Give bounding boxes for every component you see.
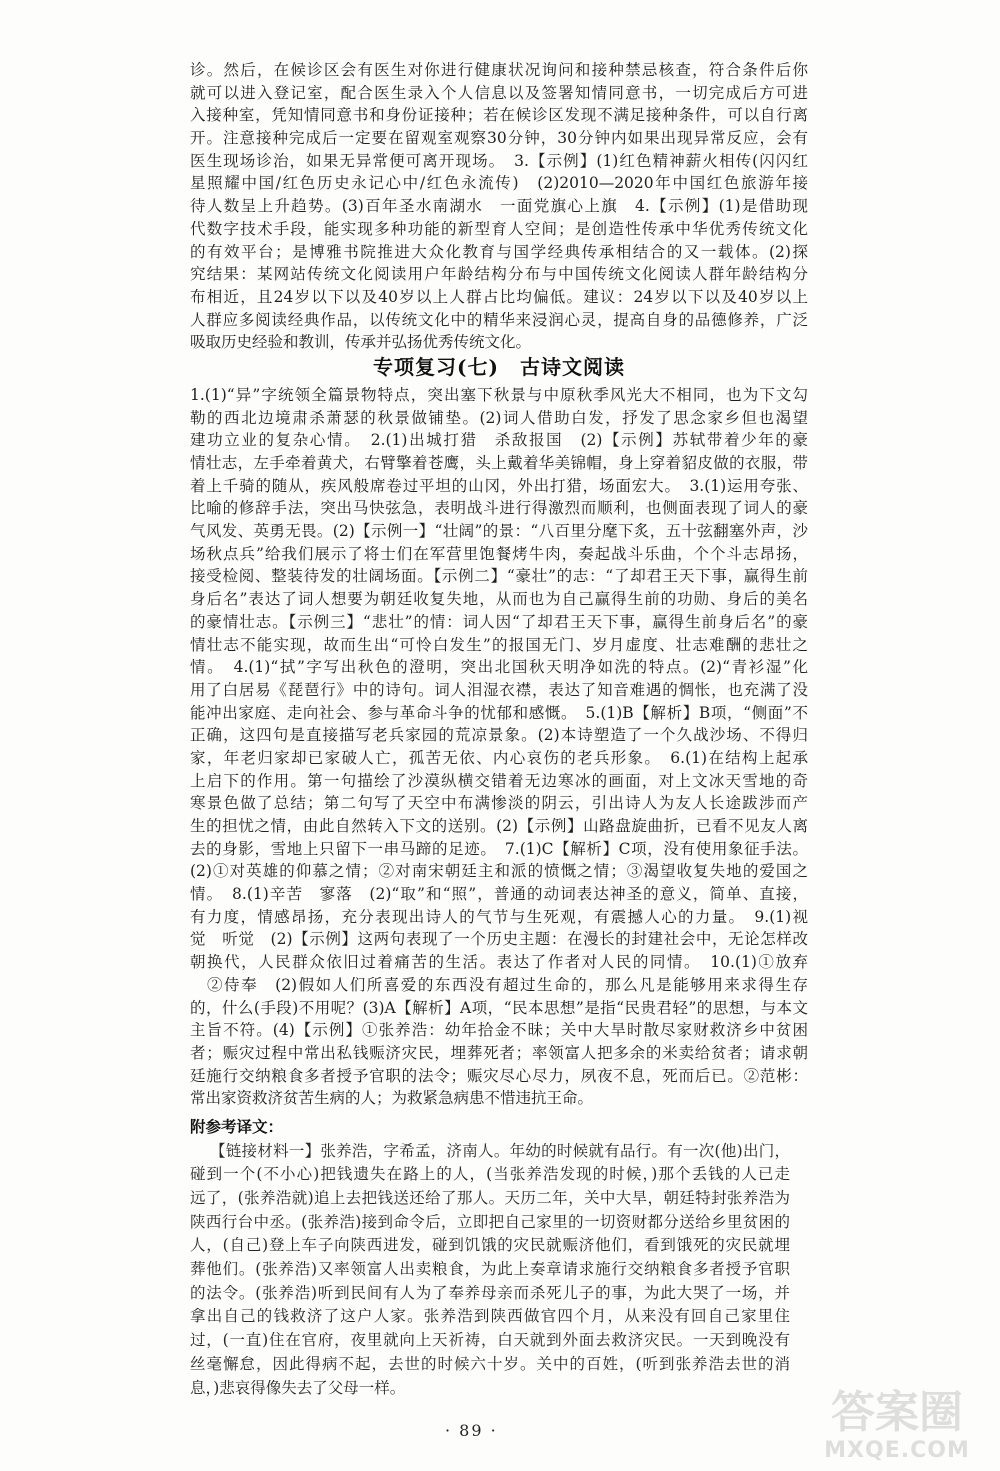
text-line: 情。 4.(1)“拭”字写出秋色的澄明，突出北国秋天明净如洗的特点。(2)“青衫湿”化: [190, 658, 808, 677]
text-line: 过，(一直)住在官府，夜里就向上天祈祷，白天就到外面去救济灾民。一天到晚没有: [190, 1331, 790, 1350]
text-line: 入接种室，凭知情同意书和身份证接种；若在候诊区发现不满足接种条件，可以自行离: [190, 106, 808, 125]
text-line: 寒景色做了总结；第二句写了天空中布满惨淡的阴云，引出诗人为友人长途跋涉而产: [190, 794, 808, 813]
text-line: 葬他们。(张养浩)又率领富人出卖粮食，为此上奏章请求施行交纳粮食多者授予官职: [190, 1260, 790, 1279]
text-line: 正确，这四句是直接描写老兵家园的荒凉景象。(2)本诗塑造了一个久战沙场、不得归: [190, 726, 808, 745]
text-line: 就可以进入登记室，配合医生录入个人信息以及签署知情同意书，一切完成后方可进: [190, 83, 808, 102]
text-line: 者；赈灾过程中常出私钱赈济灾民，埋葬死者；率领富人把多余的米卖给贫者；请求朝: [190, 1043, 808, 1062]
text-line: 朝换代，人民群众依旧过着痛苦的生活。表达了作者对人民的同情。 10.(1)①放弃: [190, 953, 808, 972]
text-line: 气风发、英勇无畏。(2)【示例一】“壮阔”的景：“八百里分麾下炙，五十弦翻塞外声，沙: [190, 522, 808, 541]
text-line: 息，)悲哀得像失去了父母一样。: [190, 1378, 406, 1397]
answers-continued-paragraph: [190, 59, 808, 354]
text-line: 医生现场诊治，如果无异常便可离开现场。 3.【示例】(1)红色精神薪火相传(闪闪红: [190, 151, 808, 170]
text-line: (2)①对英雄的仰慕之情；②对南宋朝廷主和派的愤慨之情；③渴望收复失地的爱国之: [190, 862, 808, 881]
text-line: 身后名”表达了词人想要为朝廷收复失地，从而也为自己赢得生前的功勋、身后的美名: [190, 590, 808, 609]
text-line: 有力度，情感昂扬，充分表现出诗人的气节与生死观，有震撼人心的力量。 9.(1)视: [190, 907, 808, 926]
watermark-logo: [802, 1388, 992, 1464]
text-line: 代数字技术手段，能实现多种功能的新型育人空间；是创造性传承中华优秀传统文化: [190, 219, 808, 238]
text-line: 远了，(张养浩就)追上去把钱送还给了那人。天历二年，关中大旱，朝廷特封张养浩为: [190, 1189, 790, 1207]
text-line: 接受检阅、整装待发的壮阔场面。【示例二】“豪壮”的志：“了却君王天下事，赢得生前: [190, 567, 808, 586]
text-line: 【链接材料一】张养浩，字希孟，济南人。年幼的时候就有品行。有一次(他)出门，: [210, 1141, 790, 1160]
text-column: [190, 59, 808, 1400]
text-line: 碰到一个(不小心)把钱遗失在路上的人，(当张养浩发现的时候，)那个丢钱的人已走: [190, 1165, 790, 1184]
text-line: 的法令。(张养浩)听到民间有人为了奉养母亲而杀死儿子的事，为此大哭了一场，并: [190, 1283, 790, 1302]
text-line: 拿出自己的钱救济了这户人家。张养浩到陕西做官四个月，从来没有回自己家里住: [190, 1307, 790, 1326]
text-line: 情壮志不能实现，故而生出“可怜白发生”的报国无门、岁月虚度、壮志难酬的悲壮之: [190, 635, 808, 654]
text-line: 勒的西北边境肃杀萧瑟的秋景做铺垫。(2)词人借助白发，抒发了思念家乡但也渴望: [190, 408, 808, 427]
text-line: ②侍奉 (2)假如人们所喜爱的东西没有超过生命的，那么凡是能够用来求得生存: [190, 975, 808, 994]
text-line: 生的担忧之情，由此自然转入下文的送别。(2)【示例】山路盘旋曲折，已看不见友人离: [190, 817, 808, 835]
text-line: 廷施行交纳粮食多者授予官职的法令；赈灾尽心尽力，夙夜不息，死而后已。②范彬：: [190, 1066, 808, 1085]
text-line: 能冲出家庭、走向社会、参与革命斗争的忧郁和感慨。 5.(1)B【解析】B项，“侧面”不: [190, 703, 808, 722]
text-line: 场秋点兵”给我们展示了将士们在军营里饱餐烤牛肉，奏起战斗乐曲，个个斗志昂扬，: [190, 544, 808, 563]
text-line: 人群应多阅读经典作品，以传统文化中的精华来浸润心灵，提高自身的品德修养，广泛: [190, 310, 808, 329]
text-line: 待人数呈上升趋势。(3)百年圣水南湖水 一面党旗心上旗 4.【示例】(1)是借助现: [190, 197, 808, 216]
text-line: 的，什么(手段)不用呢？(3)A【解析】A项，“民本思想”是指“民贵君轻”的思想，与本文: [190, 998, 808, 1017]
text-line: 布相近，且24岁以下以及40岁以上人群占比均偏低。建议：24岁以下以及40岁以上: [190, 287, 808, 306]
text-line: 星照耀中国/红色历史永记心中/红色永流传) (2)2010—2020年中国红色旅游年接: [190, 174, 808, 193]
watermark-site-text: MXQE.COM: [824, 1438, 970, 1463]
text-line: 觉 听觉 (2)【示例】这两句表现了一个历史主题：在漫长的封建社会中，无论怎样改: [190, 930, 808, 949]
text-line: 常出家资救济贫苦生病的人；为救紧急病患不惜违抗王命。: [190, 1089, 594, 1108]
text-line: 家，年老归家却已家破人亡，孤苦无依、内心哀伤的老兵形象。 6.(1)在结构上起承: [190, 748, 808, 767]
text-line: 用了白居易《琵琶行》中的诗句。词人泪湿衣襟，表达了知音难遇的惆怅，也充满了没: [190, 680, 808, 699]
text-line: 开。注意接种完成后一定要在留观室观察30分钟，30分钟内如果出现异常反应，会有: [190, 129, 808, 148]
text-line: 建功立业的复杂心情。 2.(1)出城打猎 杀敌报国 (2)【示例】苏轼带着少年的豪: [190, 431, 808, 450]
watermark-logo-text: 答案圈: [831, 1387, 963, 1438]
text-line: 吸取历史经验和教训，传承并弘扬优秀传统文化。: [190, 333, 532, 352]
text-line: 丝毫懈怠，因此得病不起，去世的时候六十岁。关中的百姓，(听到张养浩去世的消: [190, 1354, 790, 1373]
text-line: 去的身影，雪地上只留下一串马蹄的足迹。 7.(1)C【解析】C项，没有使用象征手法。: [190, 839, 808, 858]
text-line: 着上千骑的随从，疾风般席卷过平坦的山冈，外出打猎，场面宏大。 3.(1)运用夸张、: [190, 476, 808, 495]
text-line: 究结果：某网站传统文化阅读用户年龄结构分布与中国传统文化阅读人群年龄结构分: [190, 265, 808, 284]
page-number: · 89 ·: [445, 1421, 498, 1440]
reference-translation-paragraph: [190, 1140, 790, 1401]
text-line: 主旨不符。(4)【示例】①张养浩：幼年拾金不昧；关中大旱时散尽家财救济乡中贫困: [190, 1021, 808, 1040]
text-line: 诊。然后，在候诊区会有医生对你进行健康状况询问和接种禁忌核查，符合条件后你: [190, 61, 808, 79]
text-line: 人，(自己)登上车子向陕西进发，碰到饥饿的灾民就赈济他们，看到饿死的灾民就埋: [190, 1236, 790, 1255]
section-answers-paragraph: [190, 384, 808, 1110]
text-line: 陕西行台中丞。(张养浩)接到命令后，立即把自己家里的一切资财都分送给乡里贫困的: [190, 1212, 790, 1231]
reference-translation-label: 附参考译文：: [190, 1116, 284, 1136]
text-line: 情。 8.(1)辛苦 寥落 (2)“取”和“照”，普通的动词表达神圣的意义，简单、直接，: [190, 885, 808, 904]
text-line: 情壮志，左手牵着黄犬，右臂擎着苍鹰，头上戴着华美锦帽，身上穿着貂皮做的衣服，带: [190, 454, 808, 472]
text-line: 上启下的作用。第一句描绘了沙漠纵横交错着无边寒冰的画面，对上文冰天雪地的奇: [190, 771, 808, 790]
text-line: 1.(1)“异”字统领全篇景物特点，突出塞下秋景与中原秋季风光大不相同，也为下文勾: [190, 385, 808, 404]
text-line: 的豪情壮志。【示例三】“悲壮”的情：词人因“了却君王天下事，赢得生前身后名”的豪: [190, 612, 808, 631]
text-line: 比喻的修辞手法，突出马快弦急，表明战斗进行得激烈而顺利，也侧面表现了词人的豪: [190, 499, 808, 518]
section-heading: 专项复习(七) 古诗文阅读: [373, 354, 625, 379]
text-line: 的有效平台；是博雅书院推进大众化教育与国学经典传承相结合的又一载体。(2)探: [190, 242, 808, 261]
